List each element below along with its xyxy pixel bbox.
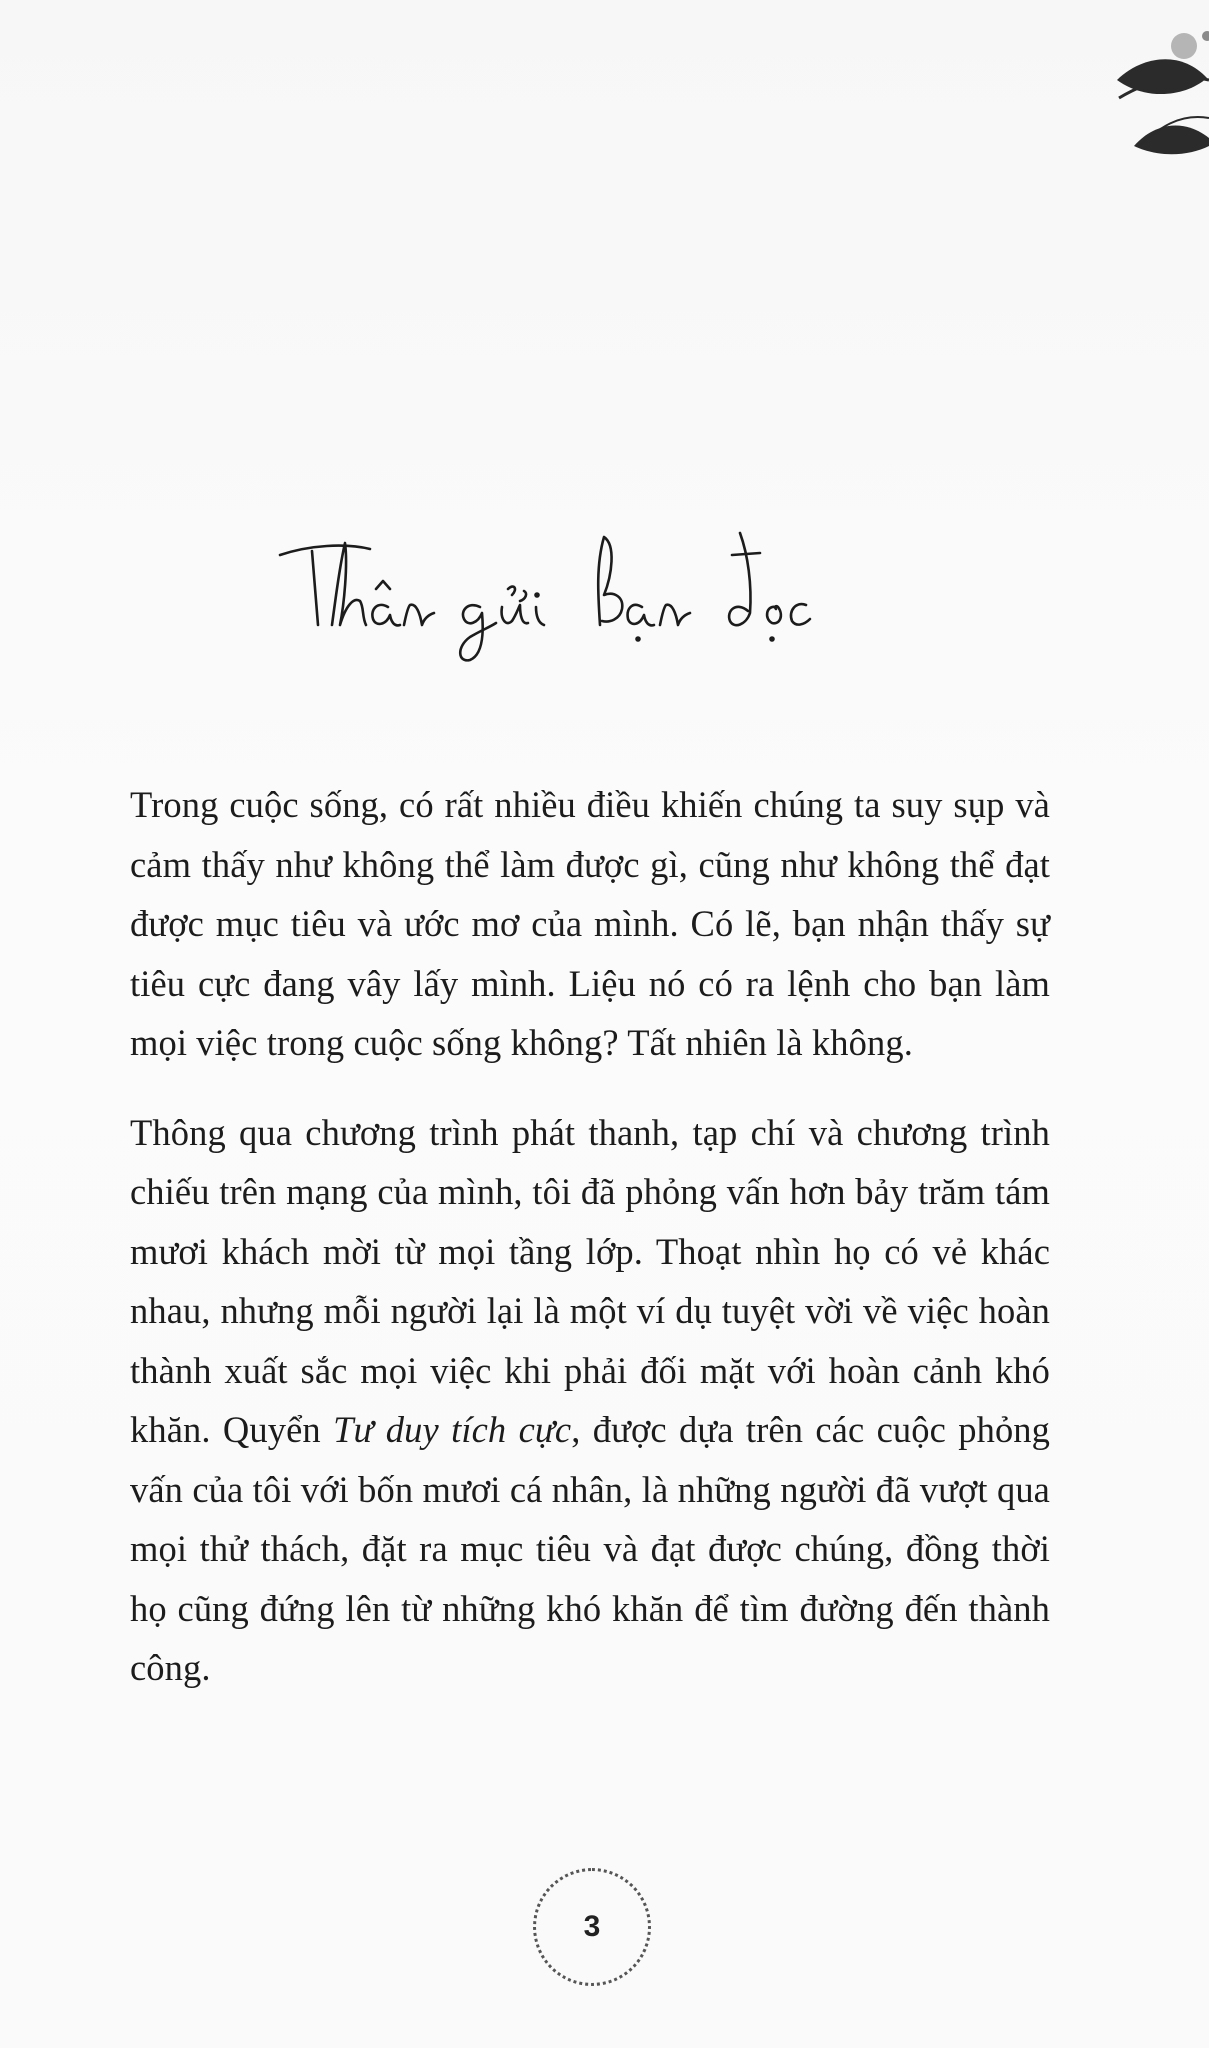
body-text [130, 775, 1050, 1728]
leaf-branch-icon [1059, 18, 1209, 168]
page-number-badge [533, 1868, 651, 1986]
book-title: Tư duy tích cực [333, 1409, 572, 1450]
paragraph-2-part-2: , được dựa trên các cuộc phỏng vấn của tôi với bốn mươi cá nhân, là những người đã vượt qua mọi thử thách, đặt ra mục tiêu và đạt được chúng, đồng thời họ cũng đứng lên từ những khó khăn để tìm đường đến thành công. [130, 1409, 1050, 1688]
handwritten-title-script [270, 515, 910, 665]
paragraph-2 [130, 1103, 1050, 1698]
paragraph-2-part-1: Thông qua chương trình phát thanh, tạp chí và chương trình chiếu trên mạng của mình, tôi đã phỏng vấn hơn bảy trăm tám mươi khách mời từ mọi tầng lớp. Thoạt nhìn họ có vẻ khác nhau, nhưng mỗi người lại là một ví dụ tuyệt vời về việc hoàn thành xuất sắc mọi việc khi phải đối mặt với hoàn cảnh khó khăn. Quyển [130, 1111, 1050, 1450]
paragraph-1: Trong cuộc sống, có rất nhiều điều khiến chúng ta suy sụp và cảm thấy như không thể làm được gì, cũng như không thể đạt được mục tiêu và ước mơ của mình. Có lẽ, bạn nhận thấy sự tiêu cực đang vây lấy mình. Liệu nó có ra lệnh cho bạn làm mọi việc trong cuộc sống không? Tất nhiên là không. [130, 784, 1050, 1063]
page-title [270, 515, 910, 665]
page-number: 3 [583, 1910, 601, 1943]
